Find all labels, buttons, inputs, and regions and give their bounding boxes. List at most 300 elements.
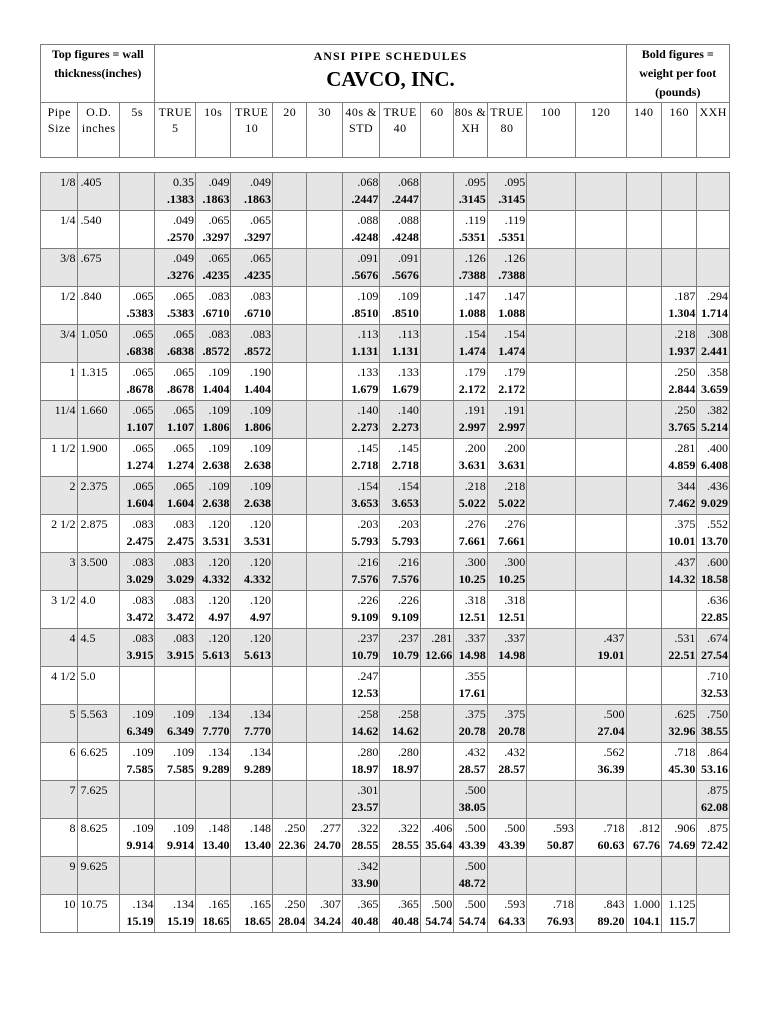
- weight-per-foot: 40.48: [391, 914, 419, 928]
- schedule-cell: [527, 325, 576, 363]
- schedule-cell: [527, 439, 576, 477]
- table-row: [41, 629, 730, 667]
- weight-per-foot: 2.638: [243, 496, 271, 510]
- wall-thickness: .500: [504, 821, 526, 835]
- schedule-cell: [342, 439, 379, 477]
- schedule-cell: [575, 591, 626, 629]
- wall-thickness: .083: [132, 593, 154, 607]
- wall-thickness: .281: [431, 631, 453, 645]
- column-header: TRUE 40: [380, 103, 421, 158]
- wall-thickness: .109: [173, 745, 194, 759]
- schedule-cell: [342, 667, 379, 705]
- weight-per-foot: 2.844: [668, 382, 696, 396]
- wall-thickness: .322: [397, 821, 419, 835]
- schedule-cell: [454, 553, 487, 591]
- schedule-cell: [626, 477, 661, 515]
- schedule-cell: [307, 173, 342, 211]
- weight-per-foot: 115.7: [669, 914, 696, 928]
- schedule-cell: [307, 211, 342, 249]
- document-title: ANSI PIPE SCHEDULES: [313, 49, 468, 63]
- schedule-cell: [231, 249, 273, 287]
- weight-per-foot: 5.793: [391, 534, 419, 548]
- wall-thickness: .250: [284, 821, 306, 835]
- weight-per-foot: 1.131: [351, 344, 379, 358]
- weight-per-foot: 7.770: [202, 724, 230, 738]
- schedule-cell: [661, 857, 696, 895]
- od-cell: 5.563: [78, 705, 120, 743]
- wall-thickness: 1.125: [668, 897, 696, 911]
- weight-per-foot: 89.20: [597, 914, 625, 928]
- schedule-cell: [342, 705, 379, 743]
- schedule-cell: [527, 895, 576, 933]
- schedule-cell: [307, 363, 342, 401]
- wall-thickness: .091: [397, 251, 419, 265]
- schedule-cell: [120, 173, 155, 211]
- wall-thickness: .120: [249, 631, 271, 645]
- wall-thickness: .191: [504, 403, 526, 417]
- schedule-cell: [454, 629, 487, 667]
- weight-per-foot: 1.604: [167, 496, 194, 510]
- od-cell: 3.500: [78, 553, 120, 591]
- spacer-row: [41, 158, 730, 173]
- pipe-size-cell: 11/4: [41, 401, 78, 439]
- weight-per-foot: 13.40: [202, 838, 230, 852]
- weight-per-foot: 9.289: [202, 762, 230, 776]
- wall-thickness: .500: [464, 783, 486, 797]
- wall-thickness: .120: [249, 517, 271, 531]
- schedule-cell: [196, 515, 231, 553]
- column-header: 30: [307, 103, 342, 158]
- pipe-size-cell: 1/4: [41, 211, 78, 249]
- schedule-cell: [575, 667, 626, 705]
- wall-thickness: .322: [357, 821, 379, 835]
- wall-thickness: .237: [397, 631, 419, 645]
- wall-thickness: .191: [464, 403, 486, 417]
- schedule-cell: [120, 629, 155, 667]
- schedule-cell: [342, 401, 379, 439]
- schedule-cell: [661, 629, 696, 667]
- schedule-cell: [196, 819, 231, 857]
- schedule-cell: [454, 439, 487, 477]
- weight-per-foot: .7388: [458, 268, 486, 282]
- schedule-cell: [420, 325, 453, 363]
- wall-thickness: .218: [504, 479, 526, 493]
- wall-thickness: .095: [464, 175, 486, 189]
- schedule-cell: [527, 401, 576, 439]
- weight-per-foot: 5.214: [701, 420, 728, 434]
- weight-per-foot: 32.96: [668, 724, 696, 738]
- weight-per-foot: 18.58: [701, 572, 728, 586]
- wall-thickness: .258: [397, 707, 419, 721]
- weight-per-foot: 1.474: [498, 344, 526, 358]
- wall-thickness: .119: [465, 213, 486, 227]
- schedule-cell: [697, 477, 730, 515]
- weight-per-foot: 3.631: [458, 458, 486, 472]
- column-header: TRUE 5: [155, 103, 196, 158]
- column-header: Pipe Size: [41, 103, 78, 158]
- table-row: [41, 895, 730, 933]
- schedule-cell: [420, 363, 453, 401]
- od-cell: 4.0: [78, 591, 120, 629]
- schedule-cell: [196, 363, 231, 401]
- weight-per-foot: 1.679: [351, 382, 379, 396]
- wall-thickness: .120: [208, 555, 230, 569]
- wall-thickness: .277: [319, 821, 341, 835]
- wall-thickness: .432: [504, 745, 526, 759]
- schedule-cell: [196, 895, 231, 933]
- schedule-cell: [120, 249, 155, 287]
- wall-thickness: .140: [397, 403, 419, 417]
- schedule-cell: [307, 781, 342, 819]
- schedule-cell: [697, 553, 730, 591]
- schedule-cell: [380, 781, 421, 819]
- weight-per-foot: 3.915: [126, 648, 154, 662]
- schedule-cell: [307, 895, 342, 933]
- wall-thickness: .049: [208, 175, 230, 189]
- weight-per-foot: 28.55: [351, 838, 379, 852]
- wall-thickness: 344: [677, 479, 696, 493]
- weight-per-foot: 3.531: [202, 534, 230, 548]
- weight-per-foot: 38.05: [458, 800, 486, 814]
- schedule-cell: [231, 667, 273, 705]
- weight-per-foot: 7.576: [391, 572, 419, 586]
- wall-thickness: .065: [208, 251, 230, 265]
- weight-per-foot: 7.462: [668, 496, 696, 510]
- wall-thickness: .065: [173, 365, 194, 379]
- wall-thickness: .065: [132, 479, 154, 493]
- weight-per-foot: 3.472: [167, 610, 194, 624]
- schedule-cell: [272, 629, 306, 667]
- wall-thickness: .382: [707, 403, 728, 417]
- schedule-cell: [697, 667, 730, 705]
- wall-thickness: .145: [357, 441, 379, 455]
- wall-thickness: .187: [674, 289, 696, 303]
- od-cell: 8.625: [78, 819, 120, 857]
- schedule-cell: [487, 705, 527, 743]
- schedule-cell: [272, 781, 306, 819]
- schedule-cell: [527, 705, 576, 743]
- weight-per-foot: 2.172: [458, 382, 486, 396]
- schedule-cell: [575, 781, 626, 819]
- schedule-cell: [231, 363, 273, 401]
- schedule-cell: [342, 249, 379, 287]
- schedule-cell: [661, 363, 696, 401]
- weight-per-foot: 17.61: [458, 686, 486, 700]
- schedule-cell: [380, 439, 421, 477]
- weight-per-foot: 7.661: [498, 534, 526, 548]
- pipe-size-cell: 1/8: [41, 173, 78, 211]
- schedule-cell: [487, 857, 527, 895]
- wall-thickness: .300: [504, 555, 526, 569]
- schedule-cell: [120, 287, 155, 325]
- schedule-cell: [380, 819, 421, 857]
- wall-thickness: .134: [208, 745, 230, 759]
- schedule-cell: [155, 211, 196, 249]
- weight-per-foot: .3145: [498, 192, 526, 206]
- weight-per-foot: 1.604: [126, 496, 154, 510]
- wall-thickness: .165: [208, 897, 230, 911]
- weight-per-foot: 3.659: [701, 382, 728, 396]
- wall-thickness: .148: [249, 821, 271, 835]
- schedule-cell: [380, 553, 421, 591]
- weight-per-foot: 1.304: [668, 306, 696, 320]
- pipe-size-cell: 2: [41, 477, 78, 515]
- schedule-cell: [661, 553, 696, 591]
- od-cell: 1.900: [78, 439, 120, 477]
- weight-per-foot: 18.65: [243, 914, 271, 928]
- wall-thickness: .400: [707, 441, 728, 455]
- schedule-cell: [380, 591, 421, 629]
- wall-thickness: .365: [397, 897, 419, 911]
- weight-per-foot: 4.332: [243, 572, 271, 586]
- weight-per-foot: 12.53: [351, 686, 379, 700]
- wall-thickness: .154: [357, 479, 379, 493]
- schedule-cell: [575, 439, 626, 477]
- weight-per-foot: .2447: [351, 192, 379, 206]
- weight-per-foot: 2.475: [126, 534, 154, 548]
- schedule-cell: [120, 439, 155, 477]
- weight-per-foot: .5351: [498, 230, 526, 244]
- wall-thickness: .126: [464, 251, 486, 265]
- wall-thickness: .134: [249, 745, 271, 759]
- schedule-cell: [487, 781, 527, 819]
- schedule-cell: [342, 591, 379, 629]
- od-cell: .405: [78, 173, 120, 211]
- table-row: [41, 477, 730, 515]
- column-header: 80s & XH: [454, 103, 487, 158]
- column-header: 160: [661, 103, 696, 158]
- schedule-cell: [231, 781, 273, 819]
- schedule-cell: [661, 743, 696, 781]
- schedule-cell: [626, 743, 661, 781]
- pipe-size-cell: 3 1/2: [41, 591, 78, 629]
- wall-thickness: .140: [357, 403, 379, 417]
- schedule-cell: [661, 515, 696, 553]
- column-header: 120: [575, 103, 626, 158]
- weight-per-foot: 14.62: [351, 724, 379, 738]
- weight-per-foot: 18.97: [391, 762, 419, 776]
- weight-per-foot: 1.474: [458, 344, 486, 358]
- schedule-cell: [420, 401, 453, 439]
- schedule-cell: [155, 781, 196, 819]
- schedule-cell: [626, 515, 661, 553]
- schedule-cell: [575, 363, 626, 401]
- schedule-cell: [196, 553, 231, 591]
- schedule-cell: [626, 895, 661, 933]
- schedule-cell: [155, 629, 196, 667]
- wall-thickness: .165: [249, 897, 271, 911]
- schedule-cell: [231, 629, 273, 667]
- schedule-cell: [155, 401, 196, 439]
- schedule-cell: [697, 439, 730, 477]
- schedule-cell: [231, 325, 273, 363]
- weight-per-foot: .5676: [351, 268, 379, 282]
- weight-per-foot: 9.109: [351, 610, 379, 624]
- weight-per-foot: .5383: [167, 306, 194, 320]
- weight-per-foot: 2.718: [351, 458, 379, 472]
- schedule-cell: [661, 705, 696, 743]
- schedule-cell: [454, 781, 487, 819]
- schedule-cell: [527, 477, 576, 515]
- weight-per-foot: 4.859: [668, 458, 696, 472]
- schedule-cell: [342, 173, 379, 211]
- schedule-cell: [120, 211, 155, 249]
- weight-per-foot: 2.441: [701, 344, 728, 358]
- wall-thickness: .500: [464, 897, 486, 911]
- wall-thickness: .065: [173, 327, 194, 341]
- schedule-cell: [120, 781, 155, 819]
- schedule-cell: [420, 781, 453, 819]
- pipe-size-cell: 2 1/2: [41, 515, 78, 553]
- pipe-size-cell: 1/2: [41, 287, 78, 325]
- weight-per-foot: 2.997: [458, 420, 486, 434]
- schedule-cell: [272, 743, 306, 781]
- schedule-cell: [487, 591, 527, 629]
- schedule-cell: [661, 211, 696, 249]
- wall-thickness: .134: [173, 897, 194, 911]
- wall-thickness: .301: [357, 783, 379, 797]
- column-header: TRUE 10: [231, 103, 273, 158]
- wall-thickness: .065: [132, 365, 154, 379]
- wall-thickness: .083: [249, 289, 271, 303]
- schedule-cell: [527, 287, 576, 325]
- schedule-cell: [196, 287, 231, 325]
- schedule-cell: [307, 591, 342, 629]
- wall-thickness: .109: [132, 745, 154, 759]
- table-row: [41, 553, 730, 591]
- weight-per-foot: .3276: [167, 268, 194, 282]
- weight-per-foot: 50.87: [546, 838, 574, 852]
- title-block: [155, 45, 626, 103]
- schedule-cell: [155, 857, 196, 895]
- weight-per-foot: 12.51: [458, 610, 486, 624]
- weight-per-foot: 14.98: [498, 648, 526, 662]
- schedule-cell: [380, 895, 421, 933]
- wall-thickness: .250: [674, 403, 696, 417]
- schedule-cell: [380, 477, 421, 515]
- schedule-cell: [231, 819, 273, 857]
- schedule-cell: [420, 857, 453, 895]
- wall-thickness: .375: [464, 707, 486, 721]
- od-cell: 1.660: [78, 401, 120, 439]
- weight-per-foot: 3.653: [351, 496, 379, 510]
- table-row: [41, 781, 730, 819]
- wall-thickness: .710: [707, 669, 728, 683]
- schedule-cell: [626, 249, 661, 287]
- weight-per-foot: 1.088: [498, 306, 526, 320]
- column-header: 40s & STD: [342, 103, 379, 158]
- schedule-cell: [454, 591, 487, 629]
- weight-per-foot: 2.638: [202, 496, 230, 510]
- weight-per-foot: .4235: [202, 268, 230, 282]
- schedule-cell: [342, 515, 379, 553]
- wall-thickness: .083: [249, 327, 271, 341]
- schedule-cell: [626, 401, 661, 439]
- wall-thickness: .250: [284, 897, 306, 911]
- schedule-cell: [155, 667, 196, 705]
- wall-thickness: .109: [173, 821, 194, 835]
- wall-thickness: .636: [707, 593, 728, 607]
- weight-per-foot: .1863: [243, 192, 271, 206]
- wall-thickness: .318: [504, 593, 526, 607]
- schedule-cell: [420, 515, 453, 553]
- weight-per-foot: 5.613: [243, 648, 271, 662]
- weight-per-foot: 5.613: [202, 648, 230, 662]
- wall-thickness: .406: [431, 821, 453, 835]
- weight-per-foot: .8678: [167, 382, 194, 396]
- wall-thickness: .147: [464, 289, 486, 303]
- weight-per-foot: 54.74: [458, 914, 486, 928]
- wall-thickness: .126: [504, 251, 526, 265]
- schedule-cell: [307, 553, 342, 591]
- weight-per-foot: 6.349: [126, 724, 154, 738]
- pipe-size-cell: 3/4: [41, 325, 78, 363]
- schedule-cell: [155, 743, 196, 781]
- weight-per-foot: 20.78: [498, 724, 526, 738]
- weight-per-foot: .3297: [202, 230, 230, 244]
- wall-thickness: .258: [357, 707, 379, 721]
- schedule-cell: [454, 819, 487, 857]
- weight-per-foot: .8572: [202, 344, 230, 358]
- schedule-cell: [155, 439, 196, 477]
- weight-per-foot: 7.661: [458, 534, 486, 548]
- weight-per-foot: .5676: [391, 268, 419, 282]
- wall-thickness: .294: [707, 289, 728, 303]
- wall-thickness: .280: [357, 745, 379, 759]
- od-cell: 7.625: [78, 781, 120, 819]
- wall-thickness: .500: [603, 707, 625, 721]
- weight-per-foot: 15.19: [167, 914, 194, 928]
- wall-thickness: .358: [707, 365, 728, 379]
- schedule-cell: [155, 363, 196, 401]
- schedule-cell: [626, 819, 661, 857]
- schedule-cell: [575, 553, 626, 591]
- wall-thickness: .179: [464, 365, 486, 379]
- weight-per-foot: .8572: [243, 344, 271, 358]
- schedule-cell: [454, 249, 487, 287]
- schedule-cell: [272, 857, 306, 895]
- table-row: [41, 401, 730, 439]
- schedule-cell: [231, 591, 273, 629]
- od-cell: 2.875: [78, 515, 120, 553]
- pipe-size-cell: 3/8: [41, 249, 78, 287]
- schedule-cell: [661, 249, 696, 287]
- schedule-cell: [120, 553, 155, 591]
- weight-per-foot: 48.72: [458, 876, 486, 890]
- weight-per-foot: 2.475: [167, 534, 194, 548]
- schedule-cell: [487, 743, 527, 781]
- schedule-cell: [272, 705, 306, 743]
- schedule-cell: [380, 287, 421, 325]
- wall-thickness: .083: [208, 327, 230, 341]
- weight-per-foot: 28.55: [391, 838, 419, 852]
- weight-per-foot: 64.33: [498, 914, 526, 928]
- wall-thickness: .226: [397, 593, 419, 607]
- schedule-cell: [231, 287, 273, 325]
- weight-per-foot: 2.638: [243, 458, 271, 472]
- weight-per-foot: 1.937: [668, 344, 696, 358]
- schedule-cell: [454, 667, 487, 705]
- schedule-cell: [697, 515, 730, 553]
- schedule-cell: [155, 477, 196, 515]
- weight-per-foot: 28.57: [498, 762, 526, 776]
- pipe-size-cell: 5: [41, 705, 78, 743]
- schedule-cell: [155, 705, 196, 743]
- schedule-cell: [342, 363, 379, 401]
- weight-per-foot: .8510: [351, 306, 379, 320]
- schedule-cell: [307, 705, 342, 743]
- wall-thickness: .307: [319, 897, 341, 911]
